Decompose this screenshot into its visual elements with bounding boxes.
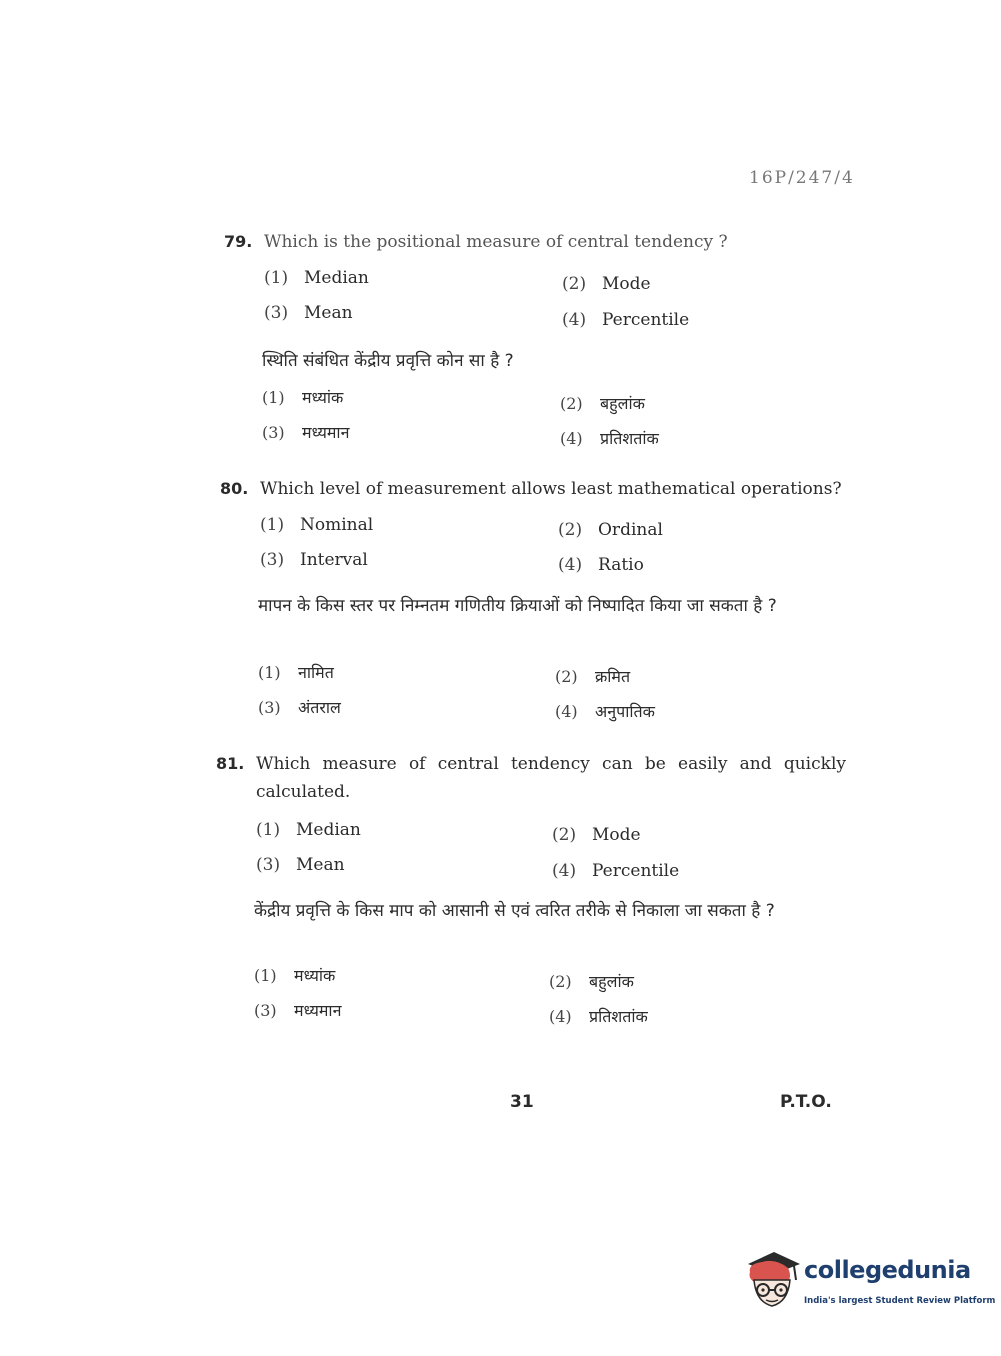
option-label: Mode [592, 825, 641, 845]
page-number: 31 [510, 1092, 534, 1112]
option-label: प्रतिशतांक [589, 1007, 648, 1026]
option-number: (3) [264, 303, 289, 323]
question-text-hi: स्थिति संबंधित केंद्रीय प्रवृत्ति कोन सा है ? [262, 351, 514, 371]
option-en-2 [558, 516, 663, 544]
option-label: Percentile [592, 861, 680, 881]
option-en-1 [256, 816, 361, 844]
option-number: (3) [258, 698, 281, 717]
option-label: Mean [296, 855, 345, 875]
option-label: Ratio [598, 555, 644, 575]
option-number: (2) [560, 394, 583, 413]
option-en-3 [260, 546, 368, 574]
option-hi-3 [258, 694, 341, 722]
option-label: Ordinal [598, 520, 663, 540]
option-hi-1 [262, 384, 343, 412]
option-label: क्रमित [595, 667, 631, 686]
option-number: (2) [552, 825, 577, 845]
option-number: (2) [558, 520, 583, 540]
question-text-en: Which level of measurement allows least mathematical operations? [260, 479, 842, 499]
option-en-4 [558, 551, 644, 579]
question-number: 80. [220, 479, 249, 498]
option-label: प्रतिशतांक [600, 429, 659, 448]
option-number: (1) [260, 515, 285, 535]
option-en-2 [552, 821, 641, 849]
question-81 [216, 750, 850, 1040]
option-label: मध्यमान [302, 423, 350, 442]
option-hi-2 [555, 663, 630, 691]
question-80 [220, 475, 850, 725]
option-hi-2 [560, 390, 645, 418]
option-label: Interval [300, 550, 368, 570]
option-number: (4) [562, 310, 587, 330]
question-text-en: Which is the positional measure of central tendency ? [264, 232, 728, 252]
option-number: (1) [262, 388, 285, 407]
option-en-3 [256, 851, 345, 879]
option-hi-4 [549, 1003, 648, 1031]
option-number: (2) [555, 667, 578, 686]
question-number: 79. [224, 232, 253, 251]
option-label: मध्यमान [294, 1001, 342, 1020]
logo-name: collegedunia [804, 1256, 971, 1284]
option-label: Median [304, 268, 369, 288]
question-number: 81. [216, 754, 245, 773]
option-number: (4) [560, 429, 583, 448]
option-label: मध्यांक [302, 388, 344, 407]
option-label: Nominal [300, 515, 374, 535]
option-hi-4 [555, 698, 655, 726]
option-hi-2 [549, 968, 634, 996]
option-hi-4 [560, 425, 659, 453]
option-hi-3 [262, 419, 349, 447]
option-label: नामित [298, 663, 334, 682]
option-number: (4) [549, 1007, 572, 1026]
question-text-hi: मापन के किस स्तर पर निम्नतम गणितीय क्रियाओं को निष्पादित किया जा सकता है ? [258, 596, 777, 616]
option-en-3 [264, 299, 353, 327]
option-en-1 [260, 511, 373, 539]
option-number: (2) [562, 274, 587, 294]
option-number: (3) [256, 855, 281, 875]
paper-code: 16P/247/4 [749, 168, 855, 188]
logo-tagline: India's largest Student Review Platform [804, 1296, 996, 1306]
option-label: अंतराल [298, 698, 341, 717]
option-number: (4) [552, 861, 577, 881]
option-hi-1 [254, 962, 335, 990]
option-label: Mean [304, 303, 353, 323]
option-number: (4) [555, 702, 578, 721]
option-label: Percentile [602, 310, 690, 330]
option-label: मध्यांक [294, 966, 336, 985]
option-label: बहुलांक [589, 972, 634, 991]
option-hi-1 [258, 659, 334, 687]
option-number: (3) [254, 1001, 277, 1020]
option-number: (1) [256, 820, 281, 840]
option-label: बहुलांक [600, 394, 645, 413]
option-en-4 [562, 306, 689, 334]
option-number: (2) [549, 972, 572, 991]
option-en-2 [562, 270, 651, 298]
mascot-icon [742, 1250, 802, 1316]
question-text-en: Which measure of central tendency can be easily and quickly calculated. [256, 754, 846, 802]
question-79 [224, 228, 854, 458]
option-en-1 [264, 264, 369, 292]
option-label: Median [296, 820, 361, 840]
option-number: (1) [254, 966, 277, 985]
option-number: (1) [258, 663, 281, 682]
option-number: (4) [558, 555, 583, 575]
option-hi-3 [254, 997, 341, 1025]
option-number: (3) [262, 423, 285, 442]
option-en-4 [552, 857, 679, 885]
question-text-hi: केंद्रीय प्रवृत्ति के किस माप को आसानी से एवं त्वरित तरीके से निकाला जा सकता है ? [254, 901, 775, 921]
collegedunia-logo[interactable] [742, 1250, 996, 1320]
option-number: (3) [260, 550, 285, 570]
pto-label: P.T.O. [780, 1092, 832, 1112]
option-label: अनुपातिक [595, 702, 655, 721]
option-label: Mode [602, 274, 651, 294]
option-number: (1) [264, 268, 289, 288]
